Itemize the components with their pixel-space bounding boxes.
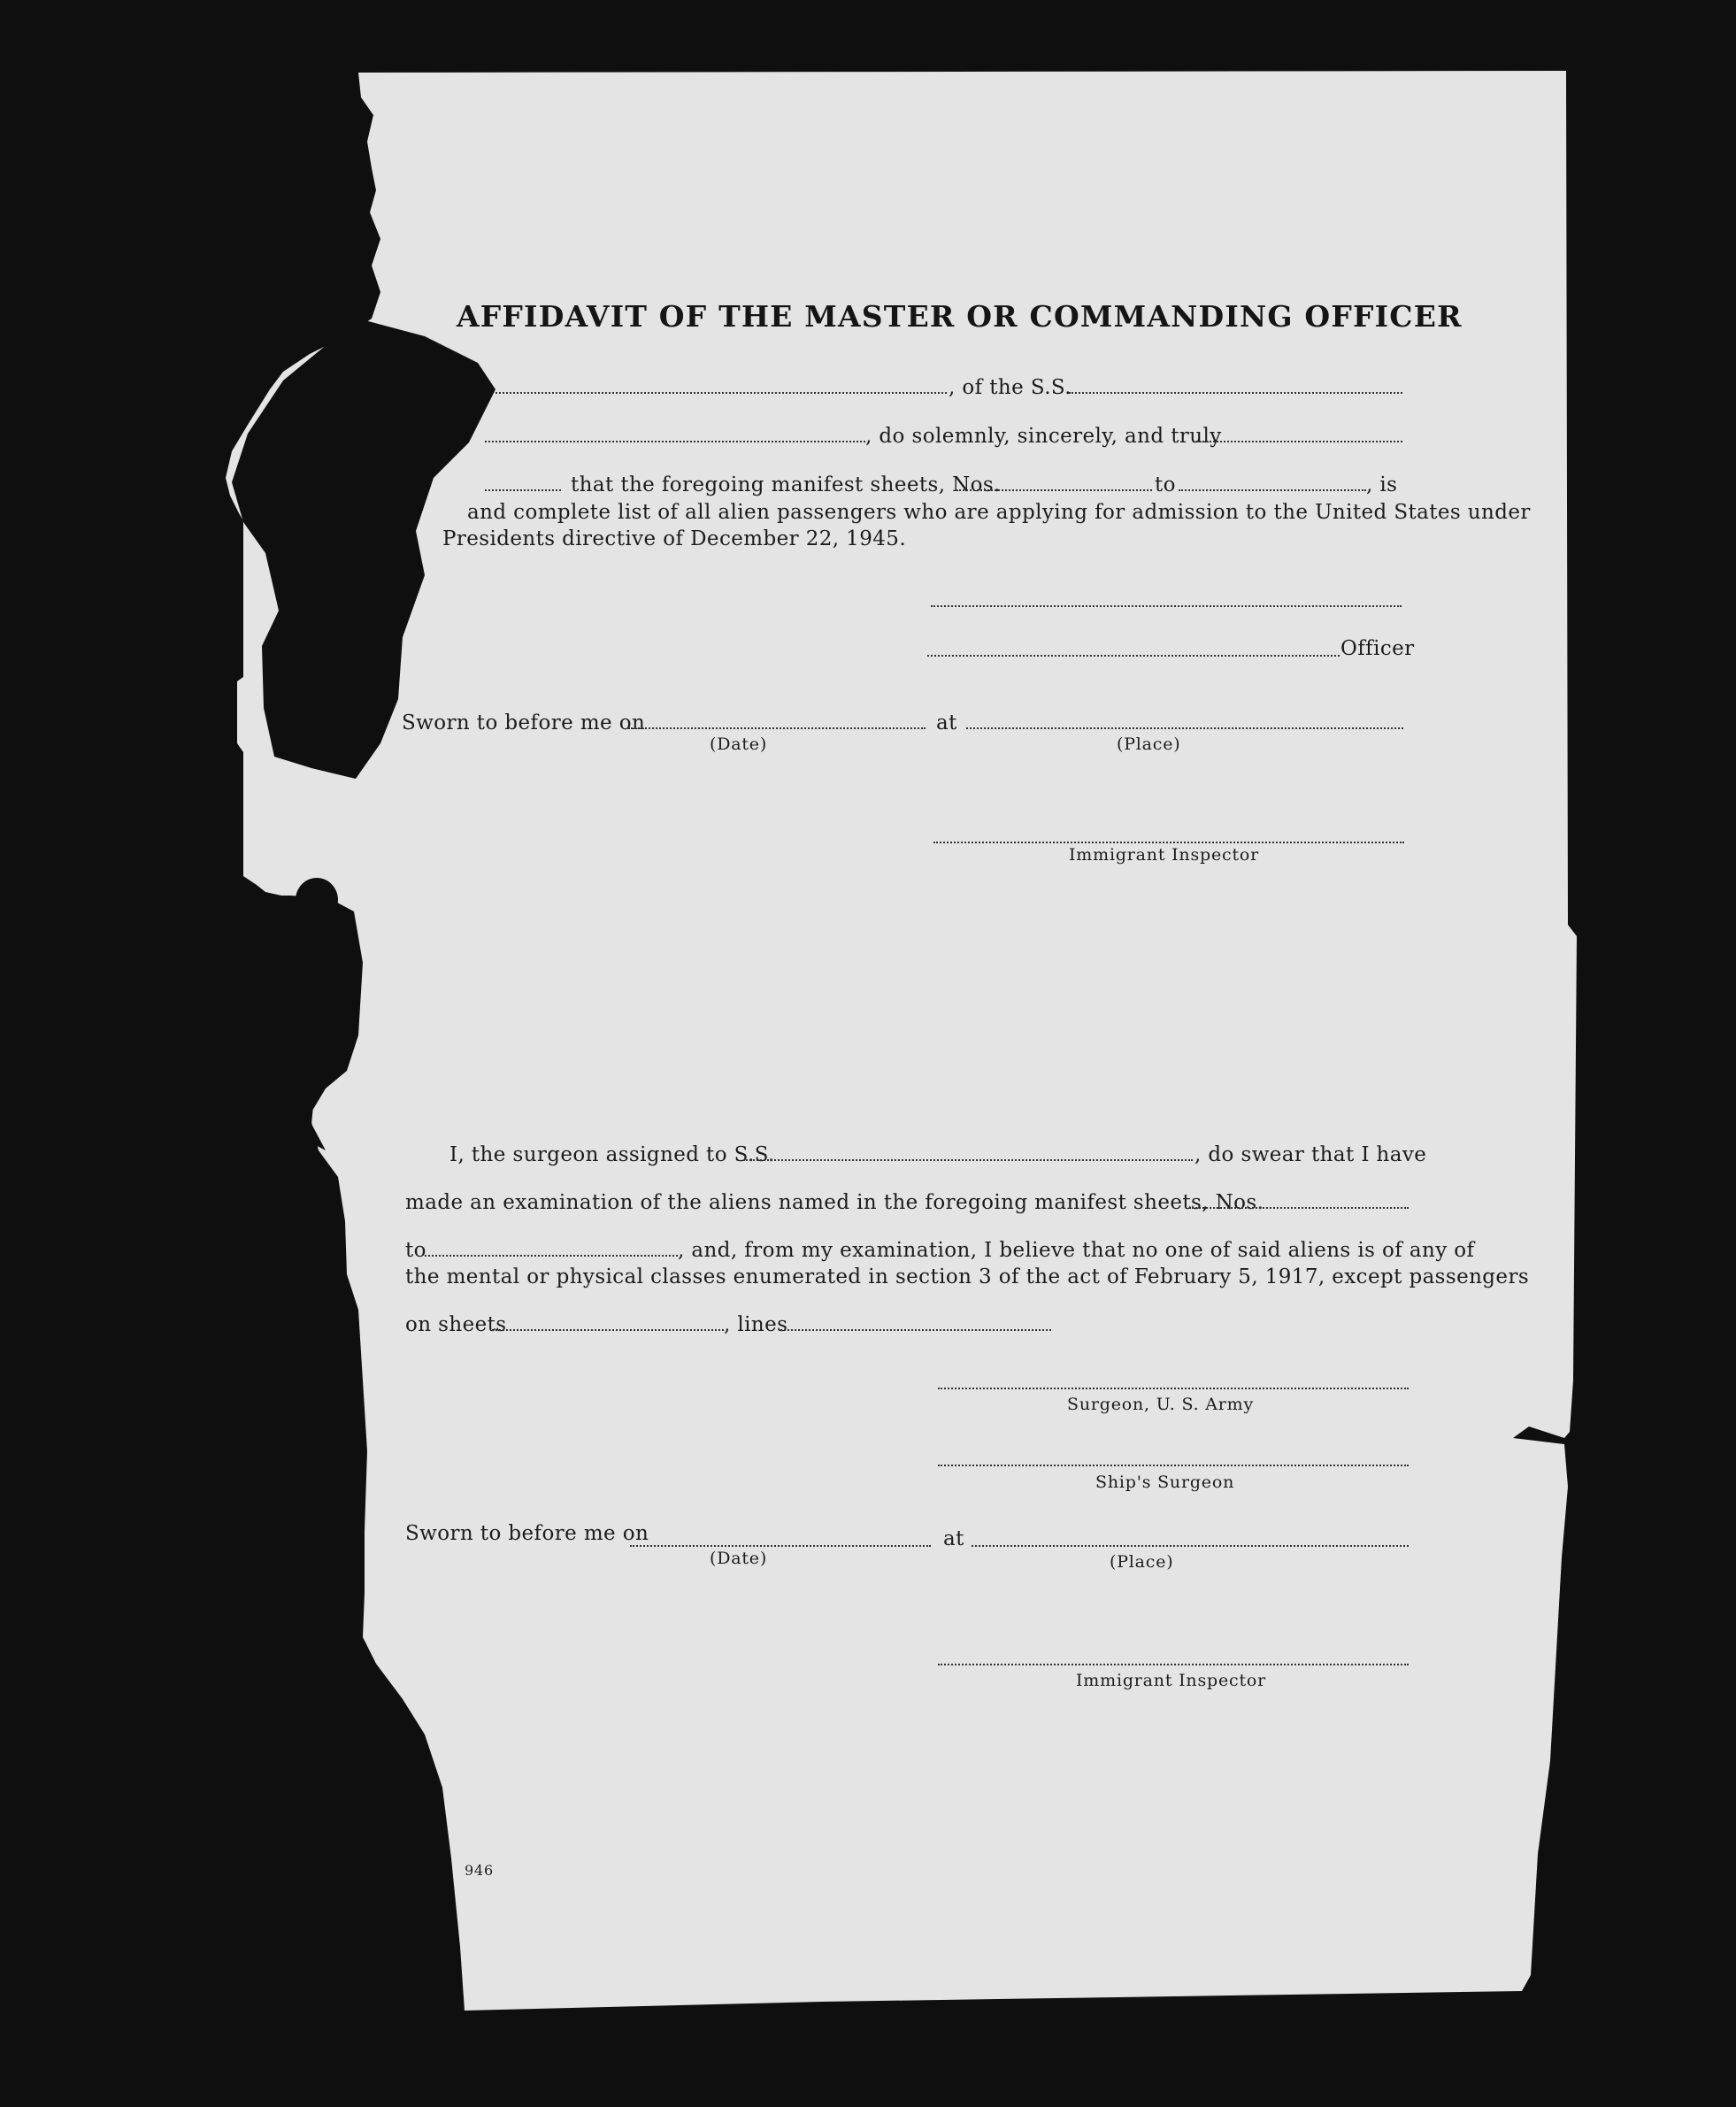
master-line-5: Presidents directive of December 22, 1945. [442,527,907,550]
surgeon-at-label: at [943,1527,964,1550]
master-signature-line [931,605,1402,607]
inspector-signature-line [933,842,1404,843]
date-caption: (Date) [710,734,768,754]
to-text: to [1155,473,1176,496]
army-surgeon-signature-line [938,1388,1409,1389]
of-the-ss-text: , of the S.S. [949,376,1072,399]
is-text: , is [1366,473,1398,496]
declare-blank [1196,441,1402,442]
sworn-date-blank [628,727,926,729]
page-title: AFFIDAVIT OF THE MASTER OR COMMANDING OFFICER [457,299,1463,334]
declare-blank-2 [485,489,561,491]
sworn-place-blank [966,727,1403,729]
form-number-fragment: 946 [465,1862,494,1879]
master-name-blank [485,441,865,442]
surgeon-date-caption: (Date) [710,1549,768,1568]
place-caption: (Place) [1117,734,1181,754]
surgeon-line-4: the mental or physical classes enumerated in section 3 of the act of February 5, 1917, except passengers [405,1265,1530,1288]
surgeon-place-caption: (Place) [1110,1552,1174,1572]
sheet-to-blank [1179,489,1366,491]
surgeon-sworn-label: Sworn to before me on [405,1522,649,1545]
lines-blank [780,1329,1051,1331]
surgeon-sworn-date-blank [630,1545,931,1547]
army-surgeon-caption: Surgeon, U. S. Army [1067,1395,1255,1414]
manifest-sheets-text: that the foregoing manifest sheets, Nos. [571,473,1001,496]
ship-name-blank [1069,392,1402,394]
officer-signature-line [927,655,1340,657]
at-label: at [936,711,957,734]
surgeon-nos-blank [1189,1207,1409,1209]
surgeon-inspector-caption: Immigrant Inspector [1076,1671,1266,1690]
ship-surgeon-caption: Ship's Surgeon [1095,1473,1235,1492]
inspector-caption: Immigrant Inspector [1069,845,1259,865]
surgeon-line-3: , and, from my examination, I believe that no one of said aliens is of any of [678,1239,1475,1262]
surgeon-line-1a: I, the surgeon assigned to S.S. [449,1143,775,1166]
master-line-4: and complete list of all alien passengers who are applying for admission to the United States under [467,501,1531,524]
on-sheets-text: on sheets [405,1313,507,1336]
punch-hole [296,878,338,922]
sworn-label: Sworn to before me on [402,711,646,734]
surgeon-to-blank [425,1255,678,1257]
ship-surgeon-signature-line [938,1465,1409,1466]
lines-text: , lines [724,1313,788,1336]
name-blank [495,392,947,394]
surgeon-inspector-signature-line [938,1664,1409,1665]
solemnly-text: , do solemnly, sincerely, and truly [865,425,1222,448]
surgeon-line-1b: , do swear that I have [1194,1143,1427,1166]
surgeon-ship-blank [743,1159,1193,1161]
officer-label: Officer [1340,637,1415,660]
surgeon-sworn-place-blank [972,1545,1409,1547]
surgeon-line-2: made an examination of the aliens named in the foregoing manifest sheets, Nos. [405,1191,1264,1214]
sheets-blank [492,1329,724,1331]
surgeon-to-text: to [405,1239,426,1262]
sheet-from-blank [956,489,1152,491]
